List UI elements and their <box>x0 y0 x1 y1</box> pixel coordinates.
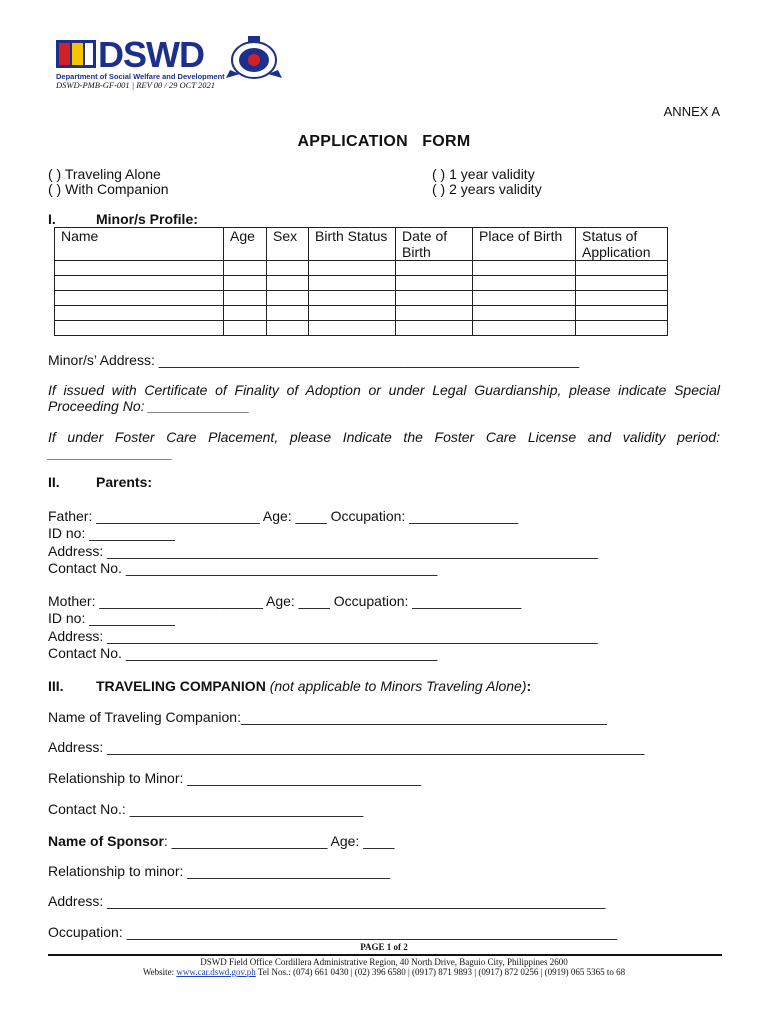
page-number: PAGE 1 of 2 <box>360 942 408 952</box>
mother-contact-field[interactable]: Contact No. ________________________________________ <box>48 645 438 661</box>
sponsor-occupation-field[interactable]: Occupation: _______________________________________________________________ <box>48 924 618 940</box>
section-3-note: (not applicable to Minors Traveling Alone) <box>269 678 527 694</box>
website-link[interactable]: www.car.dswd.gov.ph <box>176 967 256 977</box>
minor-profile-table <box>54 227 668 336</box>
bagong-pilipinas-seal-icon <box>226 34 282 80</box>
website-label: Website: <box>142 967 175 977</box>
col-date-of-birth: Date of Birth <box>396 228 473 261</box>
table-row[interactable] <box>55 291 668 306</box>
adoption-note[interactable]: If issued with Certificate of Finality of Adoption or under Legal Guardianship, please indicate Special Proceeding No: _____________ <box>48 382 720 414</box>
telephone-numbers: Tel Nos.: (074) 661 0430 | (02) 396 6580 | (0917) 871 9893 | (0917) 872 0256 | (0919) 065 5365 to 68 <box>257 967 626 977</box>
section-3-heading <box>48 678 531 694</box>
option-with-companion[interactable]: ( ) With Companion <box>48 181 169 197</box>
companion-relationship-field[interactable]: Relationship to Minor: ______________________________ <box>48 770 421 786</box>
col-place-of-birth: Place of Birth <box>473 228 576 261</box>
col-birth-status: Birth Status <box>309 228 396 261</box>
sponsor-blank: : ____________________ Age: ____ <box>163 833 395 849</box>
mother-field[interactable]: Mother: _____________________ Age: ____ Occupation: ______________ <box>48 593 522 609</box>
col-status-of-application: Status of Application <box>576 228 668 261</box>
option-2-years-validity[interactable]: ( ) 2 years validity <box>432 181 542 197</box>
annex-label: ANNEX A <box>663 104 720 119</box>
table-row[interactable] <box>55 321 668 336</box>
col-sex: Sex <box>267 228 309 261</box>
footer-office-address: DSWD Field Office Cordillera Administrative Region, 40 North Drive, Baguio City, Philippines 2600 <box>200 957 568 967</box>
section-3-colon: : <box>526 678 532 694</box>
sponsor-relationship-field[interactable]: Relationship to minor: __________________________ <box>48 863 390 879</box>
father-contact-field[interactable]: Contact No. ________________________________________ <box>48 560 438 576</box>
dswd-logo-icon <box>56 40 96 68</box>
section-2-title: Parents: <box>96 474 153 490</box>
section-2-heading <box>48 474 152 490</box>
col-name: Name <box>55 228 224 261</box>
section-1-number: I. <box>48 211 56 227</box>
option-traveling-alone[interactable]: ( ) Traveling Alone <box>48 166 161 182</box>
sponsor-field[interactable] <box>48 833 394 849</box>
section-1-title: Minor/s Profile: <box>96 211 198 227</box>
mother-id-field[interactable]: ID no: ___________ <box>48 610 175 626</box>
companion-address-field[interactable]: Address: _____________________________________________________________________ <box>48 739 645 755</box>
foster-care-note[interactable]: If under Foster Care Placement, please Indicate the Foster Care License and validity period: ________________ <box>48 429 720 461</box>
companion-contact-field[interactable]: Contact No.: ______________________________ <box>48 801 364 817</box>
section-2-number: II. <box>48 474 60 490</box>
section-1-heading <box>48 211 198 227</box>
father-field[interactable]: Father: _____________________ Age: ____ Occupation: ______________ <box>48 508 519 524</box>
table-header-row <box>55 228 668 261</box>
dswd-logo-text: DSWD <box>98 34 204 75</box>
father-address-field[interactable]: Address: _______________________________________________________________ <box>48 543 598 559</box>
section-3-title: TRAVELING COMPANION <box>96 678 266 694</box>
sponsor-label: Name of Sponsor <box>48 833 164 849</box>
father-id-field[interactable]: ID no: ___________ <box>48 525 175 541</box>
dswd-logo-subtitle: Department of Social Welfare and Development <box>56 72 225 81</box>
form-title: APPLICATION FORM <box>297 133 471 150</box>
col-age: Age <box>224 228 267 261</box>
table-row[interactable] <box>55 306 668 321</box>
option-1-year-validity[interactable]: ( ) 1 year validity <box>432 166 535 182</box>
minor-address-field[interactable]: Minor/s’ Address: ______________________________________________________ <box>48 352 580 368</box>
companion-name-field[interactable]: Name of Traveling Companion:_______________________________________________ <box>48 709 607 725</box>
table-row[interactable] <box>55 261 668 276</box>
section-3-number: III. <box>48 678 64 694</box>
footer-contacts <box>0 967 768 977</box>
mother-address-field[interactable]: Address: _______________________________________________________________ <box>48 628 598 644</box>
table-row[interactable] <box>55 276 668 291</box>
document-reference: DSWD-PMB-GF-001 | REV 00 / 29 OCT 2021 <box>56 80 216 90</box>
footer-divider <box>48 954 722 956</box>
sponsor-address-field[interactable]: Address: ________________________________________________________________ <box>48 893 606 909</box>
